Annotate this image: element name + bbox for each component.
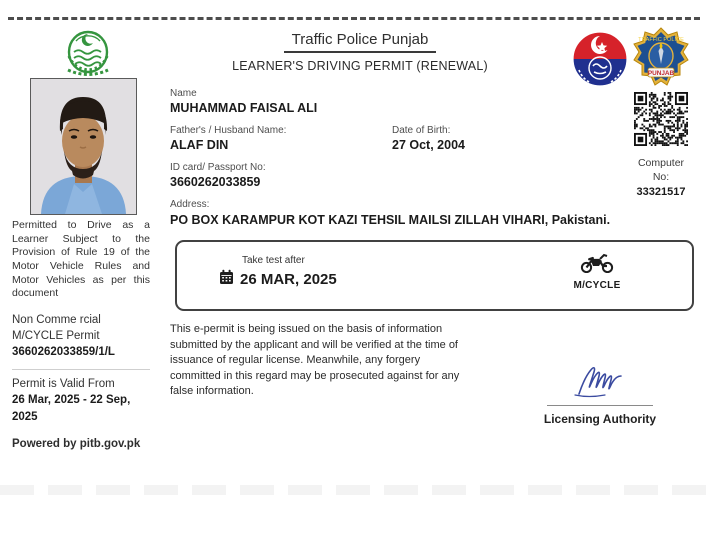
- validity-value: 26 Mar, 2025 - 22 Sep, 2025: [12, 394, 131, 423]
- main-fields: [170, 88, 695, 229]
- powered-by: Powered by pitb.gov.pk: [12, 438, 141, 450]
- take-test-date: 26 MAR, 2025: [240, 271, 337, 288]
- permit-type-line2: M/CYCLE Permit: [12, 329, 100, 342]
- father-name-label: Father's / Husband Name:: [170, 125, 287, 136]
- father-name-value: ALAF DIN: [170, 138, 229, 152]
- page-title: Traffic Police Punjab: [284, 31, 437, 53]
- shield-top-text: TRAFFIC POLICE: [638, 37, 684, 43]
- signature-block: [533, 360, 667, 426]
- permit-number: 3660262033859/1/L: [12, 346, 115, 359]
- id-card-label: ID card/ Passport No:: [170, 162, 266, 173]
- dob-value: 27 Oct, 2004: [392, 138, 465, 152]
- perforation-line-top: [8, 17, 700, 20]
- page-subtitle: LEARNER'S DRIVING PERMIT (RENEWAL): [232, 59, 488, 73]
- computer-no-value: 33321517: [636, 186, 686, 199]
- motorcycle-icon: [580, 260, 614, 277]
- punjab-police-badge-icon: [571, 30, 629, 93]
- shield-bottom-text: PUNJAB: [647, 70, 675, 77]
- disclaimer-text: This e-permit is being issued on the basis of information submitted by the applicant and will be verified at the time of issuance of regular license. Meanwhile, any forgery committed in this regard may be prosecuted against for any false information.: [170, 323, 460, 398]
- computer-no-label: Computer No:: [637, 157, 685, 184]
- sidebar-divider: [12, 369, 150, 370]
- computer-no-block: [624, 92, 698, 198]
- signature-line: [547, 405, 653, 406]
- traffic-police-badge-icon: [633, 26, 689, 93]
- id-card-value: 3660262033859: [170, 175, 261, 189]
- header: [160, 31, 560, 73]
- permit-type-line1: Non Comme rcial: [12, 313, 101, 326]
- perforation-line-bottom: [0, 485, 720, 495]
- sidebar: [12, 219, 150, 425]
- calendar-icon: [219, 269, 234, 290]
- test-info-box: [175, 240, 694, 311]
- permission-note: Permitted to Drive as a Learner Subject to the Provision of Rule 19 of the Motor Vehicle Rules and Motor Vehicles as per this document: [12, 219, 150, 300]
- vehicle-type-label: M/CYCLE: [573, 280, 621, 291]
- address-value: PO BOX KARAMPUR KOT KAZI TEHSIL MAILSI ZILLAH VIHARI, Pakistani.: [170, 213, 611, 227]
- name-value: MUHAMMAD FAISAL ALI: [170, 101, 318, 115]
- signature-icon: [561, 360, 639, 400]
- licensing-authority-label: Licensing Authority: [543, 412, 657, 426]
- take-test-label: Take test after: [242, 255, 305, 266]
- name-label: Name: [170, 88, 197, 99]
- dob-label: Date of Birth:: [392, 125, 451, 136]
- qr-code-icon: [634, 92, 688, 146]
- address-label: Address:: [170, 199, 210, 210]
- applicant-photo: [30, 78, 137, 215]
- validity-label: Permit is Valid From: [12, 378, 115, 391]
